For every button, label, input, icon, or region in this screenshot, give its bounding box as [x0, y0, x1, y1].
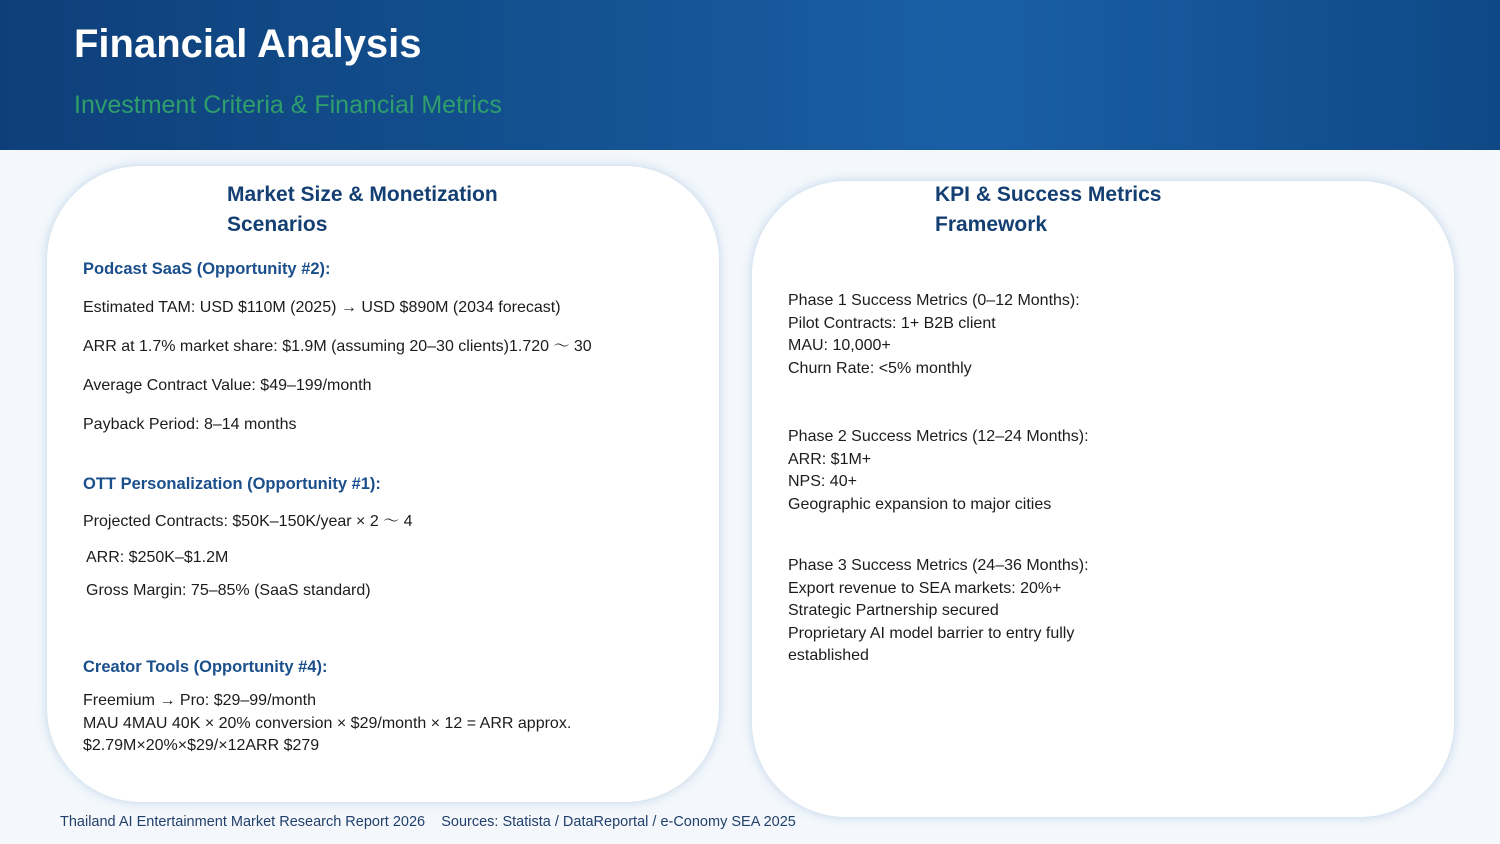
phase1-pilot-line: Pilot Contracts: 1+ B2B client: [788, 314, 996, 332]
phase1-heading: Phase 1 Success Metrics (0–12 Months):: [788, 292, 1080, 309]
phase2-heading: Phase 2 Success Metrics (12–24 Months):: [788, 428, 1089, 445]
ott-arr-line: ARR: $250K–$1.2M: [86, 549, 229, 566]
podcast-payback-line: Payback Period: 8–14 months: [83, 416, 297, 433]
phase3-partnership-line: Strategic Partnership secured: [788, 602, 999, 620]
phase1-metrics: [788, 290, 1080, 380]
phase2-metrics: [788, 426, 1089, 516]
creator-mau-line: MAU 4MAU 40K × 20% conversion × $29/month × 12 = ARR approx.: [83, 714, 572, 732]
creator-freemium-line: Freemium → Pro: $29–99/month: [83, 692, 316, 709]
header-banner: [0, 0, 1500, 150]
footer-sources: Thailand AI Entertainment Market Research Report 2026 Sources: Statista / DataReportal / e-Conomy SEA 2025: [60, 814, 796, 830]
phase3-heading: Phase 3 Success Metrics (24–36 Months):: [788, 557, 1089, 574]
phase3-ai-barrier-line: Proprietary AI model barrier to entry fully: [788, 624, 1075, 642]
phase2-arr-line: ARR: $1M+: [788, 450, 872, 468]
market-size-card: [46, 165, 720, 803]
kpi-card-title: KPI & Success Metrics Framework: [935, 183, 1162, 236]
phase1-mau-line: MAU: 10,000+: [788, 337, 891, 355]
creator-tools-details: [83, 690, 571, 758]
phase3-ai-barrier-line-cont: established: [788, 647, 869, 665]
phase1-churn-line: Churn Rate: <5% monthly: [788, 359, 972, 377]
ott-margin-line: Gross Margin: 75–85% (SaaS standard): [86, 582, 371, 599]
phase3-metrics: [788, 555, 1089, 668]
phase3-export-line: Export revenue to SEA markets: 20%+: [788, 579, 1062, 597]
podcast-tam-line: Estimated TAM: USD $110M (2025) → USD $890M (2034 forecast): [83, 299, 561, 316]
phase2-expansion-line: Geographic expansion to major cities: [788, 495, 1052, 513]
page-title: Financial Analysis: [74, 22, 422, 66]
ott-personalization-heading: OTT Personalization (Opportunity #1):: [83, 475, 381, 493]
podcast-arr-line: ARR at 1.7% market share: $1.9M (assuming 20–30 clients)1.720 〜 30: [83, 338, 592, 355]
creator-arr-line: $2.79M×20%×$29/×12ARR $279: [83, 737, 320, 755]
ott-contracts-line: Projected Contracts: $50K–150K/year × 2 〜 4: [83, 513, 413, 530]
creator-tools-heading: Creator Tools (Opportunity #4):: [83, 658, 328, 676]
phase2-nps-line: NPS: 40+: [788, 473, 857, 491]
market-size-card-title: Market Size & Monetization Scenarios: [227, 183, 498, 236]
kpi-metrics-card: [751, 180, 1455, 818]
podcast-acv-line: Average Contract Value: $49–199/month: [83, 377, 372, 394]
podcast-saas-heading: Podcast SaaS (Opportunity #2):: [83, 260, 331, 278]
page-subtitle: Investment Criteria & Financial Metrics: [74, 91, 502, 119]
